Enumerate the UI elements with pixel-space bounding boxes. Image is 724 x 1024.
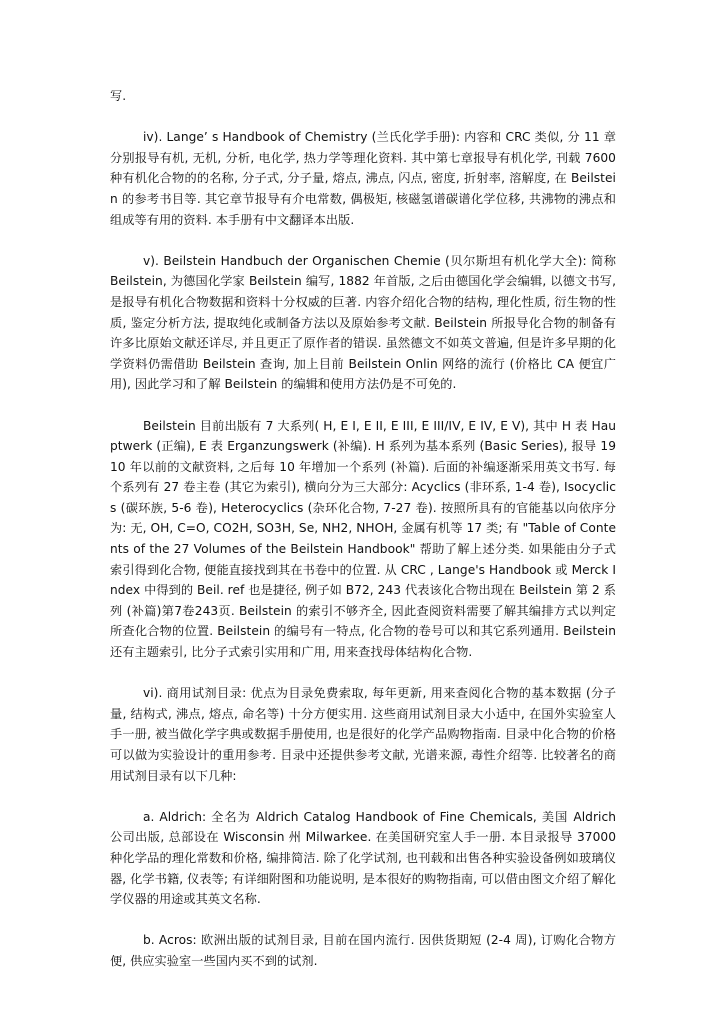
- paragraph-gap: [110, 230, 616, 251]
- paragraph-gap: [110, 395, 616, 416]
- paragraph-aldrich: a. Aldrich: 全名为 Aldrich Catalog Handbook of Fine Chemicals, 美国 Aldrich 公司出版, 总部设在 Wisconsin 州 Milwarkee. 在美国研究室人手一册. 本目录报导 37000 种化学品的理化常数和价格, 编排简洁. 除了化学试剂, 也刊载和出售各种实验设备例如玻璃仪器, 化学书籍, 仪表等; 有详细附图和功能说明, 是本很好的购物指南, 可以借由图文介绍了解化学仪器的用途或其英文名称.: [110, 809, 616, 907]
- paragraph-continuation: 写.: [110, 89, 127, 103]
- paragraph-beilstein-intro: v). Beilstein Handbuch der Organischen Chemie (贝尔斯坦有机化学大全): 简称 Beilstein, 为德国化学家 Beilstein 编写, 1882 年首版, 之后由德国化学会编辑, 以德文书写, 是报导有机化合物数据和资料十分权威的巨著. 内容介绍化合物的结构, 理化性质, 衍生物的性质, 鉴定分析方法, 提取纯化或制备方法以及原始参考文献. Beilstein 所报导化合物的制备有许多比原始文献还详尽, 并且更正了原作者的错误. 虽然德文不如英文普遍, 但是许多早期的化学资料仍需借助 Beilstein 查询, 加上目前 Beilstein Onlin 网络的流行 (价格比 CA 便宜广用), 因此学习和了解 Beilstein 的编辑和使用方法仍是不可免的.: [110, 253, 616, 392]
- paragraph-beilstein-series: Beilstein 目前出版有 7 大系列( H, E I, E II, E III, E III/IV, E IV, E V), 其中 H 表 Hauptwerk (正编), E 表 Erganzungswerk (补编). H 系列为基本系列 (Basic Series), 报导 1910 年以前的文献资料, 之后每 10 年增加一个系列 (补篇). 后面的补编逐渐采用英文书写. 每个系列有 27 卷主卷 (其它为索引), 横向分为三大部分: Acyclics (非环系, 1-4 卷), Isocyclics (碳环族, 5-6 卷), Heterocyclics (杂环化合物, 7-27 卷). 按照所具有的官能基以向依序分为: 无, OH, C=O, CO2H, SO3H, Se, NH2, NHOH, 金属有机等 17 类; 有 "Table of Contents of the 27 Volumes of the Beilstein Handbook" 帮助了解上述分类. 如果能由分子式索引得到化合物, 便能直接找到其在书卷中的位置. 从 CRC , Lange's Handbook 或 Merck Index 中得到的 Beil. ref 也是捷径, 例子如 B72, 243 代表该化合物出现在 Beilstein 第 2 系列 (补篇)第7卷243页. Beilstein 的索引不够齐全, 因此查阅资料需要了解其编排方式以判定所查化合物的位置. Beilstein 的编号有一特点, 化合物的卷号可以和其它系列通用. Beilstein 还有主题索引, 比分子式索引实用和广用, 用来查找母体结构化合物.: [110, 418, 616, 660]
- paragraph-gap: [110, 663, 616, 684]
- paragraph-gap: [110, 786, 616, 807]
- paragraph-commercial-catalogs: vi). 商用试剂目录: 优点为目录免费索取, 每年更新, 用来查阅化合物的基本数据 (分子量, 结构式, 沸点, 熔点, 命名等) 十分方便实用. 这些商用试剂目录大小适中, 在国外实验室人手一册, 被当做化学字典或数据手册使用, 也是很好的化学产品购物指南. 目录中化合物的价格可以做为实验设计的重用参考. 目录中还提供参考文献, 光谱来源, 毒性介绍等. 比较著名的商用试剂目录有以下几种:: [110, 686, 616, 783]
- paragraph-gap: [110, 107, 616, 128]
- paragraph-acros: b. Acros: 欧洲出版的试剂目录, 目前在国内流行. 因供货期短 (2-4 周), 订购化合物方便, 供应实验室一些国内买不到的试剂.: [110, 933, 616, 968]
- paragraph-langes-handbook: iv). Lange’ s Handbook of Chemistry (兰氏化学手册): 内容和 CRC 类似, 分 11 章分别报导有机, 无机, 分析, 电化学, 热力学等理化资料. 其中第七章报导有机化学, 刊载 7600 种有机化合物的的名称, 分子式, 分子量, 熔点, 沸点, 闪点, 密度, 折射率, 溶解度, 在 Beilstein 的参考书目等. 其它章节报导有介电常数, 偶极矩, 核磁氢谱碳谱化学位移, 共沸物的沸点和组成等有用的资料. 本手册有中文翻译本出版.: [110, 130, 616, 227]
- paragraph-gap: [110, 910, 616, 931]
